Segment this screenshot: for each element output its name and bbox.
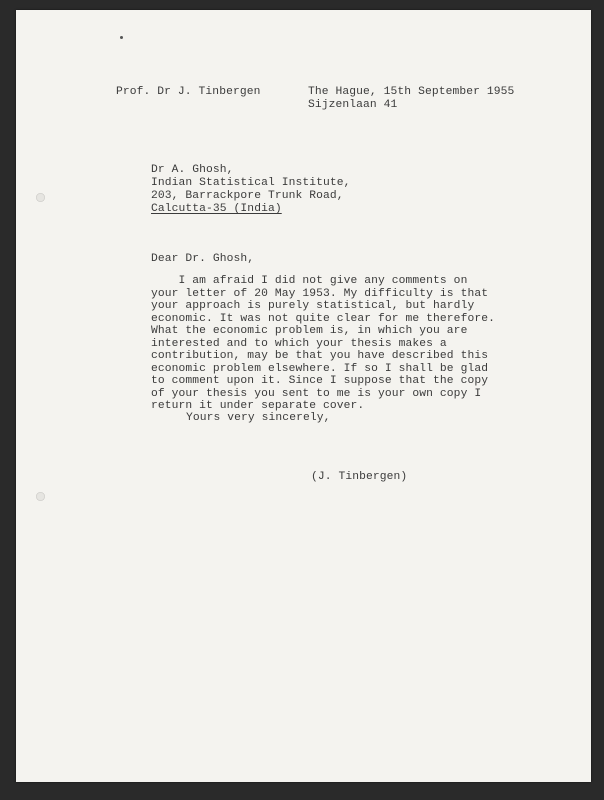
body-line: return it under separate cover. <box>151 400 365 412</box>
signature-block: (J. Tinbergen) <box>311 471 408 483</box>
sender-name: Prof. Dr J. Tinbergen <box>116 86 261 98</box>
body-line: economic problem elsewhere. If so I shall be glad <box>151 362 489 375</box>
body-line: I am afraid I did not give any comments on <box>151 275 468 287</box>
body-line: contribution, may be that you have described this <box>151 350 489 362</box>
punch-hole-top <box>36 193 45 202</box>
body-line: What the economic problem is, in which you are <box>151 325 468 337</box>
paper-speck <box>120 36 123 39</box>
recipient-city: Calcutta-35 (India) <box>151 203 282 215</box>
body-line: interested and to which your thesis makes a <box>151 337 447 350</box>
punch-hole-bottom <box>36 492 45 501</box>
body-line: to comment upon it. Since I suppose that the copy <box>151 375 489 387</box>
recipient-street: 203, Barrackpore Trunk Road, <box>151 190 344 202</box>
body-line: your letter of 20 May 1953. My difficulty is that <box>151 287 489 300</box>
salutation: Dear Dr. Ghosh, <box>151 253 255 265</box>
body-line: economic. It was not quite clear for me therefore. <box>151 312 495 325</box>
body-line: your approach is purely statistical, but hardly <box>151 300 475 312</box>
sender-street: Sijzenlaan 41 <box>308 99 398 111</box>
body-line: of your thesis you sent to me is your own copy I <box>151 387 482 400</box>
place-and-date: The Hague, 15th September 1955 <box>308 86 515 98</box>
recipient-institution: Indian Statistical Institute, <box>151 177 351 189</box>
letter-page <box>16 10 591 782</box>
recipient-name: Dr A. Ghosh, <box>151 164 234 176</box>
closing: Yours very sincerely, <box>186 412 331 424</box>
